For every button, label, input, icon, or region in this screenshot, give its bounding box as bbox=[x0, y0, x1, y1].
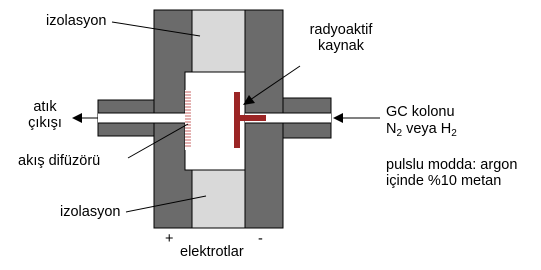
carrier-gas-mid: veya H bbox=[402, 121, 452, 137]
label-pulsed-mode-line1: pulslu modda: argon bbox=[386, 157, 518, 173]
carrier-gas-sub1: 2 bbox=[396, 128, 403, 139]
label-insulation-bottom: izolasyon bbox=[60, 204, 121, 220]
label-electrodes: elektrotlar bbox=[180, 244, 244, 260]
outlet-channel bbox=[98, 113, 186, 123]
label-pulsed-mode bbox=[386, 157, 517, 189]
label-electrode-minus: - bbox=[258, 231, 263, 247]
arrowhead-gc-inlet bbox=[333, 113, 343, 123]
bottom-insulation bbox=[192, 170, 245, 228]
label-radioactive-source-line2: kaynak bbox=[318, 38, 364, 54]
arrowhead-waste-outlet bbox=[72, 113, 82, 123]
label-radioactive-source bbox=[286, 22, 396, 54]
top-insulation bbox=[192, 10, 245, 72]
label-flow-diffuser: akış difüzörü bbox=[18, 153, 101, 169]
label-pulsed-mode-line2: içinde %10 metan bbox=[386, 173, 502, 189]
label-carrier-gas bbox=[386, 121, 457, 142]
label-insulation-top: izolasyon bbox=[46, 13, 107, 29]
carrier-gas-prefix: N bbox=[386, 121, 397, 137]
carrier-gas-sub2: 2 bbox=[451, 128, 457, 139]
label-waste-outlet-line1: atık bbox=[33, 99, 57, 115]
label-electrode-plus: + bbox=[165, 231, 174, 247]
label-gc-column: GC kolonu bbox=[386, 104, 455, 120]
label-radioactive-source-line1: radyoaktif bbox=[309, 22, 373, 38]
label-waste-outlet-line2: çıkışı bbox=[28, 115, 62, 131]
label-waste-outlet bbox=[18, 99, 72, 131]
flow-diffuser bbox=[185, 90, 191, 150]
